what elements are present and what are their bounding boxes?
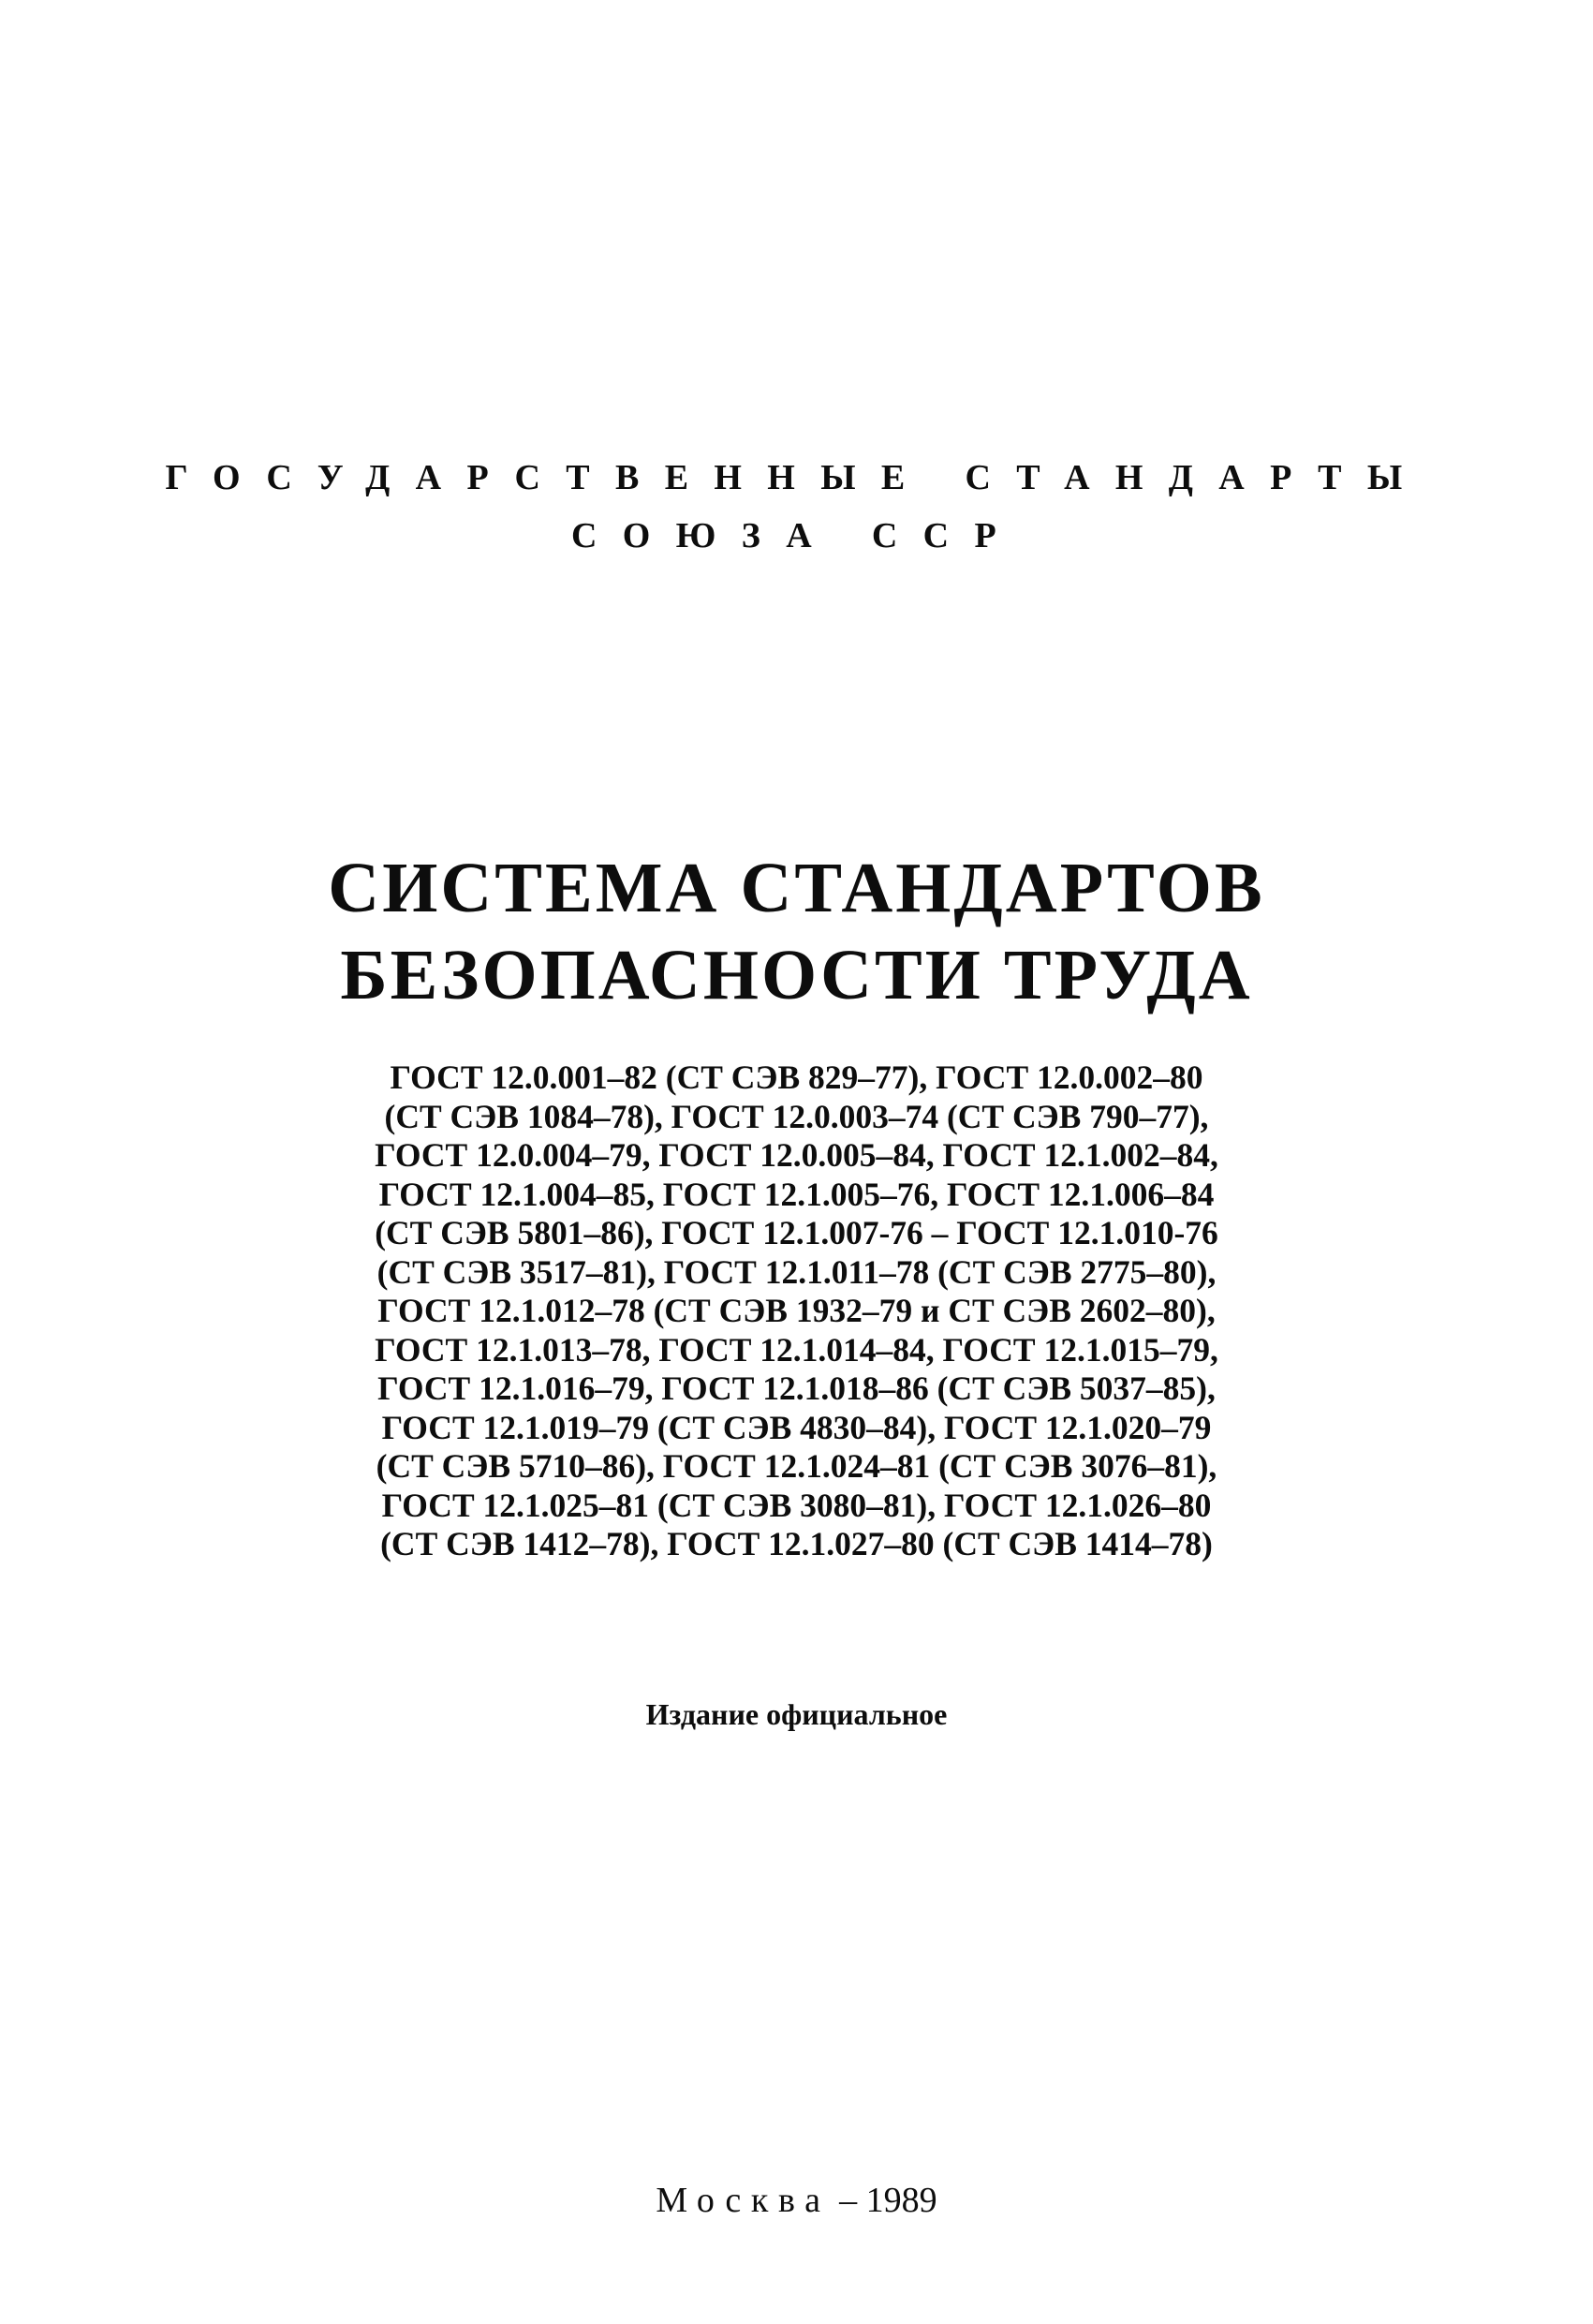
imprint-place: Москва [656,2181,831,2220]
standards-line: ГОСТ 12.1.013–78, ГОСТ 12.1.014–84, ГОСТ 12.1.015–79, [375,1330,1218,1369]
imprint-year: 1989 [865,2181,937,2220]
document-title-line-2: БЕЗОПАСНОСТИ ТРУДА [340,936,1253,1014]
document-title-line-1: СИСТЕМА СТАНДАРТОВ [328,849,1265,927]
standards-line: (СТ СЭВ 5710–86), ГОСТ 12.1.024–81 (СТ СЭВ 3076–81), [376,1447,1217,1485]
standards-line: (СТ СЭВ 1084–78), ГОСТ 12.0.003–74 (СТ СЭВ 790–77), [384,1097,1209,1135]
standards-line: ГОСТ 12.1.016–79, ГОСТ 12.1.018–86 (СТ СЭВ 5037–85), [377,1369,1216,1407]
state-standards-heading: ГОСУДАРСТВЕННЫЕ СТАНДАРТЫ [165,458,1428,497]
official-edition-note: Издание официальное [645,1697,948,1731]
standards-line: ГОСТ 12.0.004–79, ГОСТ 12.0.005–84, ГОСТ 12.1.002–84, [375,1136,1218,1174]
standards-line: (СТ СЭВ 3517–81), ГОСТ 12.1.011–78 (СТ СЭВ 2775–80), [376,1252,1217,1291]
standards-line: (СТ СЭВ 1412–78), ГОСТ 12.1.027–80 (СТ СЭВ 1414–78) [380,1525,1213,1562]
standards-line: (СТ СЭВ 5801–86), ГОСТ 12.1.007-76 – ГОСТ 12.1.010-76 [375,1214,1218,1251]
imprint-separator: – [830,2181,866,2220]
standards-line: ГОСТ 12.0.001–82 (СТ СЭВ 829–77), ГОСТ 12.0.002–80 [390,1058,1203,1096]
standards-line: ГОСТ 12.1.004–85, ГОСТ 12.1.005–76, ГОСТ 12.1.006–84 [378,1175,1215,1213]
standards-line: ГОСТ 12.1.012–78 (СТ СЭВ 1932–79 и СТ СЭВ 2602–80), [377,1292,1216,1329]
ussr-heading: СОЮЗА ССР [570,516,1023,555]
standards-list [0,1058,1593,1564]
imprint [0,2180,1593,2221]
standards-line: ГОСТ 12.1.025–81 (СТ СЭВ 3080–81), ГОСТ 12.1.026–80 [381,1486,1212,1524]
standards-line: ГОСТ 12.1.019–79 (СТ СЭВ 4830–84), ГОСТ 12.1.020–79 [381,1408,1212,1446]
